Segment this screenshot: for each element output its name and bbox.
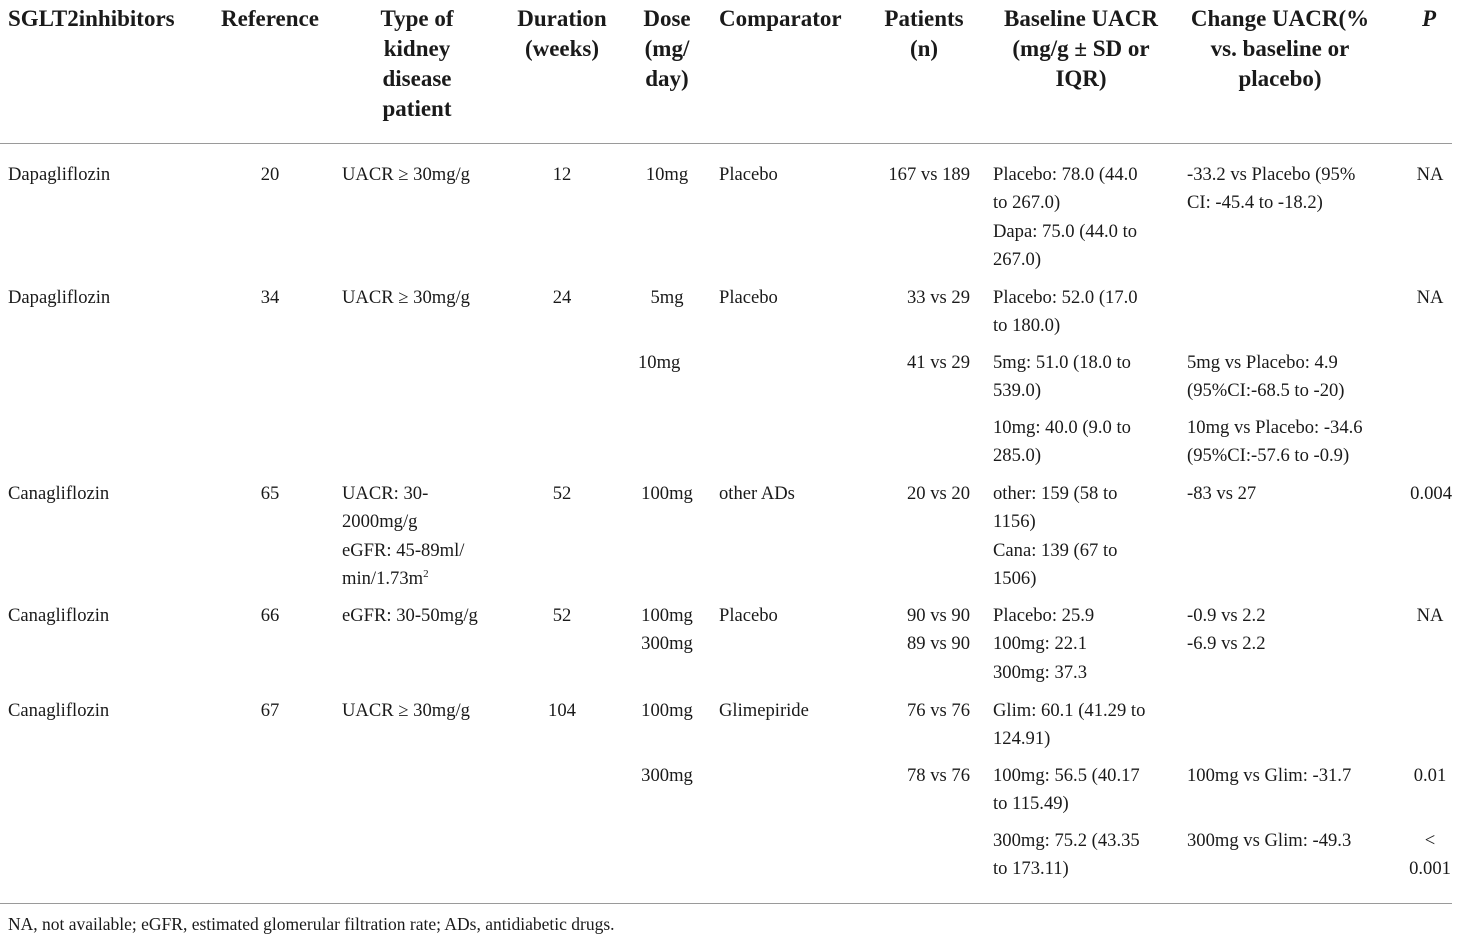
cell-change: 100mg vs Glim: -31.7 <box>1187 765 1352 786</box>
cell-comparator: Placebo <box>719 287 778 308</box>
cell-drug: Dapagliflozin <box>8 164 111 185</box>
cell-change: -83 vs 27 <box>1187 483 1257 504</box>
cell-p: NA <box>1416 164 1444 185</box>
cell-patients: 167 vs 189 <box>888 164 970 185</box>
header-reference: Reference <box>221 6 319 31</box>
cell-type: UACR ≥ 30mg/g <box>342 287 470 308</box>
header-drug: SGLT2inhibitors <box>8 6 175 31</box>
cell-type: UACR ≥ 30mg/g <box>342 700 470 721</box>
header-baseline: Baseline UACR (mg/g ± SD or IQR) <box>1004 6 1158 91</box>
cell-baseline: 100mg: 56.5 (40.17 to 115.49) <box>993 765 1140 815</box>
cell-baseline: Placebo: 52.0 (17.0 to 180.0) <box>993 287 1138 337</box>
cell-type: eGFR: 30-50mg/g <box>342 605 478 626</box>
cell-patients: 76 vs 76 <box>906 700 970 721</box>
cell-baseline: 300mg: 75.2 (43.35 to 173.11) <box>993 830 1140 880</box>
cell-patients: 78 vs 76 <box>906 765 970 786</box>
cell-drug: Dapagliflozin <box>8 287 111 308</box>
cell-patients: 90 vs 90 89 vs 90 <box>906 605 970 655</box>
cell-drug: Canagliflozin <box>8 483 110 504</box>
cell-reference: 20 <box>260 164 280 185</box>
cell-drug: Canagliflozin <box>8 700 110 721</box>
cell-change: 10mg vs Placebo: -34.6 (95%CI:-57.6 to -0.9) <box>1187 417 1363 467</box>
cell-patients: 20 vs 20 <box>906 483 970 504</box>
cell-dose: 300mg <box>641 765 693 786</box>
cell-baseline: other: 159 (58 to 1156) Cana: 139 (67 to 1506) <box>993 483 1118 589</box>
cell-p: 0.004 <box>1410 483 1452 504</box>
cell-baseline: Placebo: 25.9 100mg: 22.1 300mg: 37.3 <box>993 605 1095 683</box>
header-type: Type of kidney disease patient <box>380 6 454 121</box>
header-duration: Duration (weeks) <box>517 6 607 61</box>
footer-divider <box>0 903 1452 904</box>
cell-drug: Canagliflozin <box>8 605 110 626</box>
cell-patients: 33 vs 29 <box>906 287 970 308</box>
cell-type: UACR: 30- 2000mg/g eGFR: 45-89ml/ $\min/1.73m^2$ <box>342 483 465 589</box>
cell-duration: 24 <box>552 287 572 308</box>
footnote: NA, not available; eGFR, estimated glomerular filtration rate; ADs, antidiabetic drugs. <box>8 914 615 934</box>
cell-reference: 67 <box>260 700 280 721</box>
cell-baseline: Glim: 60.1 (41.29 to 124.91) <box>993 700 1146 750</box>
cell-duration: 104 <box>548 700 576 721</box>
cell-dose: 5mg <box>650 287 684 308</box>
cell-p: 0.01 <box>1413 765 1447 786</box>
cell-change: 5mg vs Placebo: 4.9 (95%CI:-68.5 to -20) <box>1187 352 1345 402</box>
cell-baseline: Placebo: 78.0 (44.0 to 267.0) Dapa: 75.0 (44.0 to 267.0) <box>993 164 1138 270</box>
cell-comparator: Placebo <box>719 605 778 626</box>
cell-p: NA <box>1416 287 1444 308</box>
cell-comparator: other ADs <box>719 483 795 504</box>
header-divider <box>0 143 1452 144</box>
cell-change: 300mg vs Glim: -49.3 <box>1187 830 1352 851</box>
cell-change: -0.9 vs 2.2 -6.9 vs 2.2 <box>1187 605 1266 655</box>
cell-dose: 100mg 300mg <box>641 605 693 655</box>
cell-change: -33.2 vs Placebo (95% CI: -45.4 to -18.2) <box>1187 164 1356 214</box>
cell-dose: 100mg <box>641 700 693 721</box>
cell-dose: 100mg <box>641 483 693 504</box>
cell-baseline: 10mg: 40.0 (9.0 to 285.0) <box>993 417 1131 467</box>
header-patients: Patients (n) <box>884 6 964 61</box>
cell-duration: 12 <box>552 164 572 185</box>
cell-reference: 34 <box>260 287 280 308</box>
cell-patients: 41 vs 29 <box>906 352 970 373</box>
cell-duration: 52 <box>552 605 572 626</box>
header-dose: Dose (mg/ day) <box>643 6 691 91</box>
header-p: P <box>1421 6 1437 31</box>
cell-reference: 65 <box>260 483 280 504</box>
cell-duration: 52 <box>552 483 572 504</box>
cell-type: UACR ≥ 30mg/g <box>342 164 470 185</box>
cell-comparator: Glimepiride <box>719 700 809 721</box>
header-comparator: Comparator <box>719 6 842 31</box>
cell-p: < 0.001 <box>1409 830 1451 880</box>
cell-dose: 10mg <box>638 352 681 373</box>
cell-dose: 10mg <box>645 164 689 185</box>
cell-reference: 66 <box>260 605 280 626</box>
cell-baseline: 5mg: 51.0 (18.0 to 539.0) <box>993 352 1131 402</box>
header-change: Change UACR(% vs. baseline or placebo) <box>1190 6 1370 91</box>
cell-p: NA <box>1416 605 1444 626</box>
cell-comparator: Placebo <box>719 164 778 185</box>
